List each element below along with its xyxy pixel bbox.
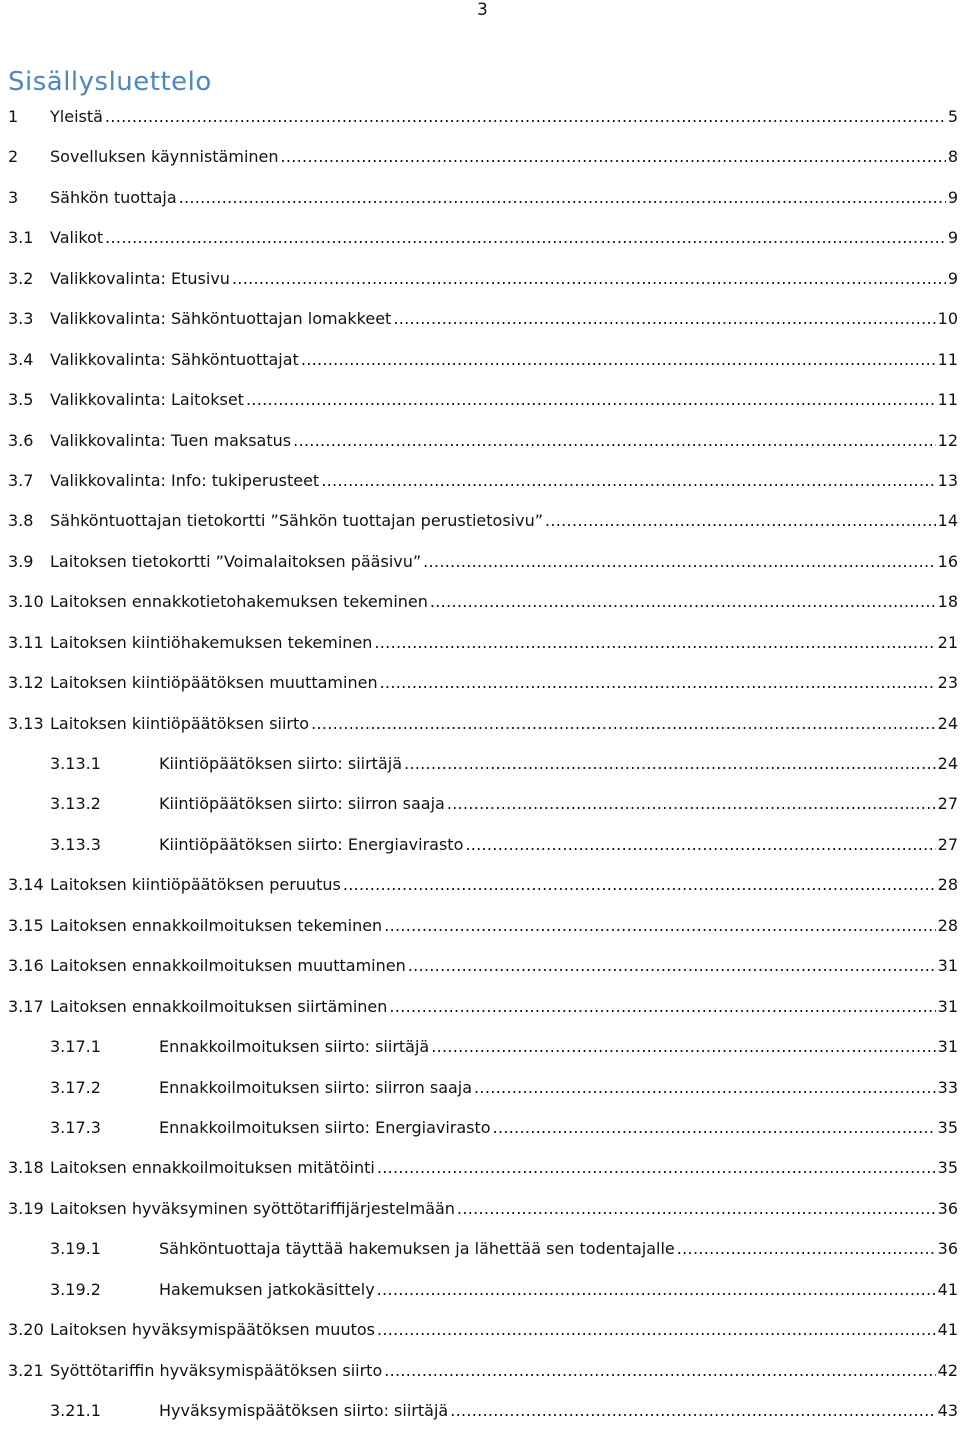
toc-entry-number: 3.16: [8, 956, 44, 976]
toc-entry-title[interactable]: Kiintiöpäätöksen siirto: siirtäjä: [159, 754, 403, 773]
toc-entry-title[interactable]: Kiintiöpäätöksen siirto: Energiavirasto: [159, 834, 464, 854]
toc-entry-page[interactable]: 33: [937, 1077, 958, 1097]
toc-entry-page[interactable]: 10: [937, 309, 958, 329]
toc-entry-page[interactable]: 13: [937, 470, 958, 490]
toc-entry[interactable]: [8, 946, 960, 986]
toc-entry-title[interactable]: Laitoksen ennakkoilmoituksen siirtäminen: [50, 996, 388, 1016]
toc-entry-number: 3.13: [8, 713, 44, 733]
dot-leader: [431, 1027, 935, 1067]
toc-entry[interactable]: [8, 421, 960, 461]
toc-entry-title[interactable]: Laitoksen kiintiöhakemuksen tekeminen: [50, 632, 373, 652]
toc-entry-number: 3.9: [8, 551, 34, 571]
toc-entry-title[interactable]: Laitoksen ennakkoilmoituksen tekeminen: [50, 915, 383, 935]
toc-entry-number: 2: [8, 147, 19, 167]
toc-entry-number: 3.4: [8, 349, 34, 369]
toc-entry[interactable]: [8, 784, 960, 824]
toc-entry-title[interactable]: Syöttötariffin hyväksymispäätöksen siirto: [50, 1360, 383, 1380]
toc-entry[interactable]: [8, 906, 960, 946]
toc-entry-number: 3.13.2: [50, 794, 101, 814]
toc-entry-title[interactable]: Laitoksen hyväksyminen syöttötariffijärjestelmään: [50, 1198, 455, 1218]
toc-entry[interactable]: [8, 825, 960, 865]
toc-entry-title[interactable]: Ennakkoilmoituksen siirto: Energiavirasto: [159, 1117, 491, 1137]
toc-entry-number: 3.17.3: [50, 1117, 101, 1137]
toc-entry-title[interactable]: Kiintiöpäätöksen siirto: siirron saaja: [159, 794, 445, 814]
toc-entry-number: 3.13.3: [50, 834, 101, 854]
toc-entry[interactable]: [8, 542, 960, 582]
toc-entry[interactable]: [8, 1351, 960, 1391]
toc-entry[interactable]: [8, 299, 960, 339]
toc-entry-number: 3.3: [8, 309, 34, 329]
toc-entry[interactable]: [8, 259, 960, 299]
toc-entry[interactable]: [8, 97, 960, 137]
dot-leader: [474, 1068, 936, 1108]
toc-entry[interactable]: [8, 663, 960, 703]
toc-entry[interactable]: [8, 1027, 960, 1067]
toc-entry-page[interactable]: 11: [937, 390, 958, 410]
toc-entry-title[interactable]: Hyväksymispäätöksen siirto: siirtäjä: [159, 1401, 449, 1420]
toc-entry-number: 3.5: [8, 390, 34, 410]
toc-list: [8, 97, 960, 1431]
toc-entry-number: 3.1: [8, 228, 34, 248]
toc-entry-title[interactable]: Laitoksen ennakkoilmoituksen mitätöinti: [50, 1158, 375, 1178]
toc-entry-page[interactable]: 5: [947, 107, 958, 126]
dot-leader: [408, 946, 936, 986]
dot-leader: [377, 1148, 936, 1188]
dot-leader: [374, 623, 935, 663]
toc-entry[interactable]: [8, 501, 960, 541]
dot-leader: [677, 1229, 936, 1269]
toc-entry-number: 3.17: [8, 996, 44, 1016]
dot-leader: [380, 663, 936, 703]
toc-entry[interactable]: [8, 1229, 960, 1269]
dot-leader: [430, 582, 936, 622]
toc-entry-number: 3.18: [8, 1158, 44, 1178]
toc-entry-number: 3.8: [8, 511, 34, 531]
toc-entry-page[interactable]: 23: [937, 673, 958, 693]
toc-entry-title[interactable]: Valikkovalinta: Sähköntuottajan lomakkeet: [50, 309, 392, 329]
toc-entry-page[interactable]: 43: [937, 1401, 958, 1420]
toc-entry-title[interactable]: Valikkovalinta: Etusivu: [50, 268, 230, 288]
toc-entry[interactable]: [8, 987, 960, 1027]
toc-entry-page[interactable]: 24: [937, 754, 958, 773]
toc-entry[interactable]: [8, 744, 960, 784]
toc-entry-number: 3.12: [8, 673, 44, 693]
toc-entry-page[interactable]: 9: [947, 187, 958, 207]
dot-leader: [321, 461, 935, 501]
toc-entry-page[interactable]: 28: [937, 915, 958, 935]
toc-entry-page[interactable]: 42: [937, 1360, 958, 1380]
toc-entry-title[interactable]: Valikkovalinta: Tuen maksatus: [50, 430, 292, 450]
toc-entry-page[interactable]: 28: [937, 875, 958, 895]
dot-leader: [301, 340, 936, 380]
toc-entry-number: 3.21: [8, 1360, 44, 1380]
dot-leader: [246, 380, 936, 420]
toc-entry-title[interactable]: Sähköntuottajan tietokortti ”Sähkön tuottajan perustietosivu”: [50, 511, 544, 531]
toc-entry-number: 3.17.1: [50, 1037, 101, 1057]
toc-entry[interactable]: [8, 1391, 960, 1431]
toc-entry-number: 3.15: [8, 915, 44, 935]
toc-entry-title[interactable]: Yleistä: [50, 107, 103, 126]
toc-entry-page[interactable]: 41: [937, 1279, 958, 1299]
toc-entry-page[interactable]: 9: [947, 268, 958, 288]
toc-entry-number: 3.19.1: [50, 1239, 101, 1259]
toc-entry-page[interactable]: 8: [947, 147, 958, 167]
dot-leader: [404, 744, 936, 784]
toc-entry-page[interactable]: 35: [937, 1117, 958, 1137]
toc-entry-number: 3.19: [8, 1198, 44, 1218]
toc-entry-page[interactable]: 41: [937, 1320, 958, 1340]
toc-entry-number: 3.7: [8, 470, 34, 490]
toc-entry-number: 3.19.2: [50, 1279, 101, 1299]
toc-entry-page[interactable]: 18: [937, 592, 958, 612]
dot-leader: [384, 906, 935, 946]
toc-entry-number: 3.14: [8, 875, 44, 895]
toc-entry-number: 3.20: [8, 1320, 44, 1340]
toc-entry[interactable]: [8, 865, 960, 905]
toc-entry-number: 3.2: [8, 268, 34, 288]
toc-entry[interactable]: [8, 582, 960, 622]
toc-entry-title[interactable]: Laitoksen ennakkoilmoituksen muuttaminen: [50, 956, 406, 976]
dot-leader: [293, 421, 936, 461]
dot-leader: [377, 1310, 936, 1350]
toc-entry[interactable]: [8, 461, 960, 501]
toc-entry-title[interactable]: Valikkovalinta: Info: tukiperusteet: [50, 470, 320, 490]
toc-entry-page[interactable]: 27: [937, 794, 958, 814]
toc-entry-page[interactable]: 36: [937, 1239, 958, 1259]
toc-entry-title[interactable]: Sovelluksen käynnistäminen: [50, 147, 279, 167]
toc-entry-title[interactable]: Valikot: [50, 228, 104, 248]
toc-entry-number: 3: [8, 187, 19, 207]
toc-entry-title[interactable]: Sähköntuottaja täyttää hakemuksen ja lähettää sen todentajalle: [159, 1239, 675, 1259]
toc-entry-title[interactable]: Valikkovalinta: Sähköntuottajat: [50, 349, 299, 369]
dot-leader: [457, 1189, 936, 1229]
toc-entry-title[interactable]: Sähkön tuottaja: [50, 187, 177, 207]
toc-entry[interactable]: [8, 1068, 960, 1108]
dot-leader: [423, 542, 935, 582]
toc-entry-page[interactable]: 31: [937, 956, 958, 976]
toc-entry-page[interactable]: 16: [937, 551, 958, 571]
page-number: 3: [477, 0, 488, 20]
toc-title: Sisällysluettelo: [8, 67, 212, 97]
toc-entry[interactable]: [8, 137, 960, 177]
toc-entry-number: 3.10: [8, 592, 44, 612]
toc-entry-number: 3.13.1: [50, 754, 101, 773]
toc-entry-page[interactable]: 24: [937, 713, 958, 733]
toc-entry[interactable]: [8, 1270, 960, 1310]
toc-entry-number: 3.17.2: [50, 1077, 101, 1097]
toc-entry[interactable]: [8, 623, 960, 663]
toc-entry-title[interactable]: Laitoksen kiintiöpäätöksen siirto: [50, 713, 310, 733]
toc-entry-page[interactable]: 12: [937, 430, 958, 450]
toc-entry[interactable]: [8, 340, 960, 380]
toc-entry-page[interactable]: 9: [947, 228, 958, 248]
toc-entry-number: 1: [8, 107, 19, 126]
toc-entry-title[interactable]: Ennakkoilmoituksen siirto: siirron saaja: [159, 1077, 473, 1097]
dot-leader: [311, 704, 936, 744]
toc-entry[interactable]: [8, 1108, 960, 1148]
toc-entry-page[interactable]: 11: [937, 349, 958, 369]
toc-entry-page[interactable]: 31: [937, 1037, 958, 1057]
dot-leader: [545, 501, 936, 541]
toc-entry-page[interactable]: 27: [937, 834, 958, 854]
dot-leader: [343, 865, 936, 905]
toc-entry-page[interactable]: 36: [937, 1198, 958, 1218]
toc-entry[interactable]: [8, 1310, 960, 1350]
toc-entry-title[interactable]: Hakemuksen jatkokäsittely: [159, 1279, 375, 1299]
toc-entry[interactable]: [8, 178, 960, 218]
toc-entry-title[interactable]: Valikkovalinta: Laitokset: [50, 390, 244, 410]
toc-entry-number: 3.6: [8, 430, 34, 450]
dot-leader: [105, 97, 946, 137]
dot-leader: [493, 1108, 936, 1148]
dot-leader: [465, 825, 935, 865]
toc-entry-page[interactable]: 14: [937, 511, 958, 531]
dot-leader: [281, 137, 946, 177]
toc-entry-page[interactable]: 35: [937, 1158, 958, 1178]
toc-entry[interactable]: [8, 1148, 960, 1188]
dot-leader: [447, 784, 936, 824]
dot-leader: [393, 299, 935, 339]
dot-leader: [232, 259, 946, 299]
toc-entry-title[interactable]: Laitoksen tietokortti ”Voimalaitoksen pääsivu”: [50, 551, 422, 571]
toc-entry-title[interactable]: Laitoksen hyväksymispäätöksen muutos: [50, 1320, 375, 1340]
toc-entry-title[interactable]: Ennakkoilmoituksen siirto: siirtäjä: [159, 1037, 430, 1057]
toc-entry[interactable]: [8, 218, 960, 258]
toc-entry[interactable]: [8, 380, 960, 420]
toc-entry-page[interactable]: 21: [937, 632, 958, 652]
toc-entry[interactable]: [8, 1189, 960, 1229]
dot-leader: [105, 218, 946, 258]
toc-entry-number: 3.21.1: [50, 1401, 101, 1420]
toc-entry-title[interactable]: Laitoksen ennakkotietohakemuksen tekeminen: [50, 592, 428, 612]
dot-leader: [179, 178, 946, 218]
dot-leader: [377, 1270, 936, 1310]
toc-entry[interactable]: [8, 704, 960, 744]
dot-leader: [389, 987, 935, 1027]
toc-entry-number: 3.11: [8, 632, 44, 652]
dot-leader: [450, 1391, 935, 1431]
toc-entry-title[interactable]: Laitoksen kiintiöpäätöksen peruutus: [50, 875, 341, 895]
dot-leader: [384, 1351, 935, 1391]
toc-entry-page[interactable]: 31: [937, 996, 958, 1016]
toc-entry-title[interactable]: Laitoksen kiintiöpäätöksen muuttaminen: [50, 673, 378, 693]
